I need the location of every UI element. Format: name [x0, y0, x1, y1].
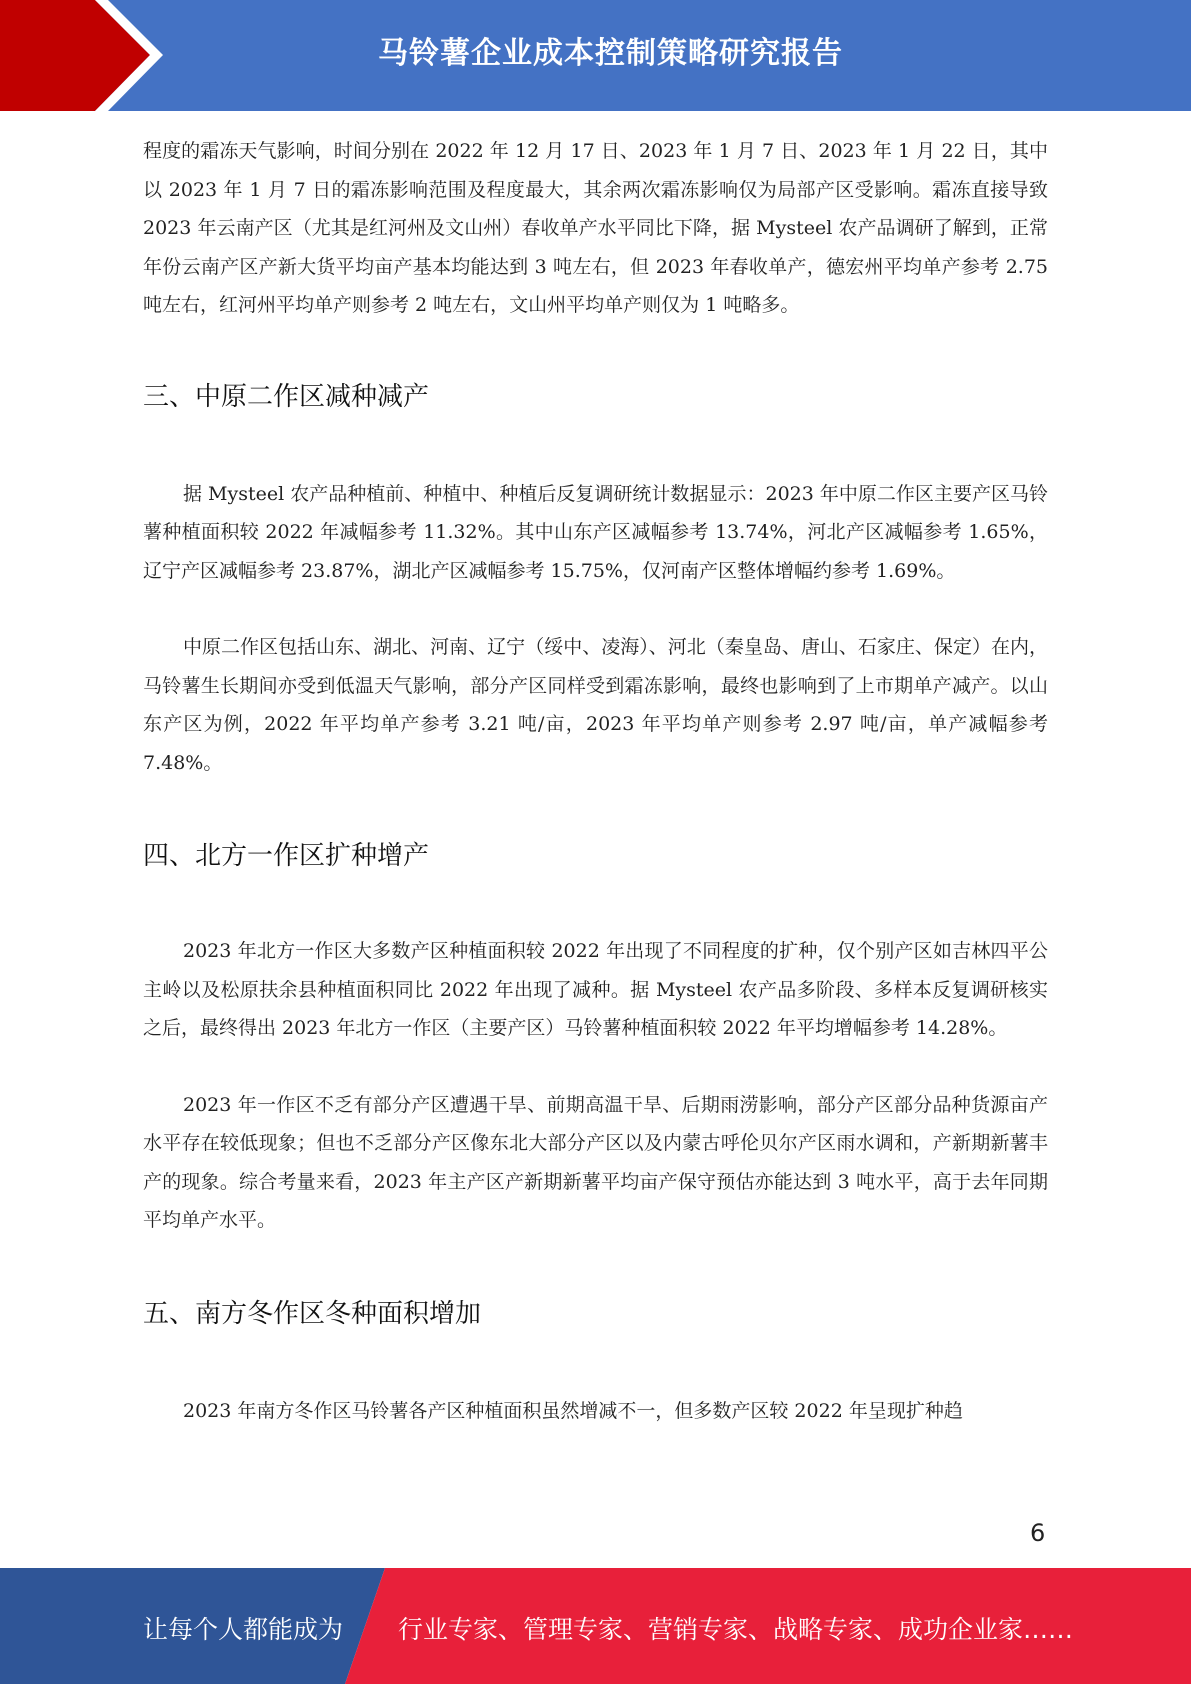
paragraph: 据 Mysteel 农产品种植前、种植中、种植后反复调研统计数据显示：2023 年中原二作区主要产区马铃薯种植面积较 2022 年减幅参考 11.32%。其中山东产区减幅参考 13.74%，河北产区减幅参考 1.65%，辽宁产区减幅参考 23.87%，湖北产区减幅参考 15.75%，仅河南产区整体增幅约参考 1.69%。	[143, 482, 1048, 582]
paragraph: 2023 年一作区不乏有部分产区遭遇干旱、前期高温干旱、后期雨涝影响，部分产区部分品种货源亩产水平存在较低现象；但也不乏部分产区像东北大部分产区以及内蒙古呼伦贝尔产区雨水调和，产新期新薯丰产的现象。综合考量来看，2023 年主产区产新期新薯平均亩产保守预估亦能达到 3 吨水平，高于去年同期平均单产水平。	[143, 1093, 1048, 1231]
page-footer	[0, 1568, 1191, 1684]
footer-slogan-right: 行业专家、管理专家、营销专家、战略专家、成功企业家……	[398, 1615, 1074, 1644]
paragraph: 程度的霜冻天气影响，时间分别在 2022 年 12 月 17 日、2023 年 1 月 7 日、2023 年 1 月 22 日，其中以 2023 年 1 月 7 日的霜冻影响范围及程度最大，其余两次霜冻影响仅为局部产区受影响。霜冻直接导致 2023 年云南产区（尤其是红河州及文山州）春收单产水平同比下降，据 Mysteel 农产品调研了解到，正常年份云南产区产新大货平均亩产基本均能达到 3 吨左右，但 2023 年春收单产，德宏州平均单产参考 2.75 吨左右，红河州平均单产则参考 2 吨左右，文山州平均单产则仅为 1 吨略多。	[143, 140, 1048, 316]
footer-slogan-left: 让每个人都能成为	[143, 1615, 344, 1644]
paragraph: 中原二作区包括山东、湖北、河南、辽宁（绥中、凌海）、河北（秦皇岛、唐山、石家庄、保定）在内，马铃薯生长期间亦受到低温天气影响，部分产区同样受到霜冻影响，最终也影响到了上市期单产减产。以山东产区为例，2022 年平均单产参考 3.21 吨/亩，2023 年平均单产则参考 2.97 吨/亩，单产减幅参考 7.48%。	[143, 636, 1048, 774]
paragraph: 2023 年南方冬作区马铃薯各产区种植面积虽然增减不一，但多数产区较 2022 年呈现扩种趋	[183, 1399, 963, 1422]
section-heading: 四、北方一作区扩种增产	[143, 841, 430, 871]
section-heading: 五、南方冬作区冬种面积增加	[143, 1298, 482, 1329]
paragraph: 2023 年北方一作区大多数产区种植面积较 2022 年出现了不同程度的扩种，仅个别产区如吉林四平公主岭以及松原扶余县种植面积同比 2022 年出现了减种。据 Mysteel 农产品多阶段、多样本反复调研核实之后，最终得出 2023 年北方一作区（主要产区）马铃薯种植面积较 2022 年平均增幅参考 14.28%。	[143, 940, 1048, 1039]
page-number: 6	[1030, 1519, 1046, 1547]
page-header	[0, 0, 1191, 111]
page-content	[143, 132, 1048, 1430]
report-title: 马铃薯企业成本控制策略研究报告	[378, 36, 843, 71]
section-heading: 三、中原二作区减种减产	[143, 381, 430, 412]
